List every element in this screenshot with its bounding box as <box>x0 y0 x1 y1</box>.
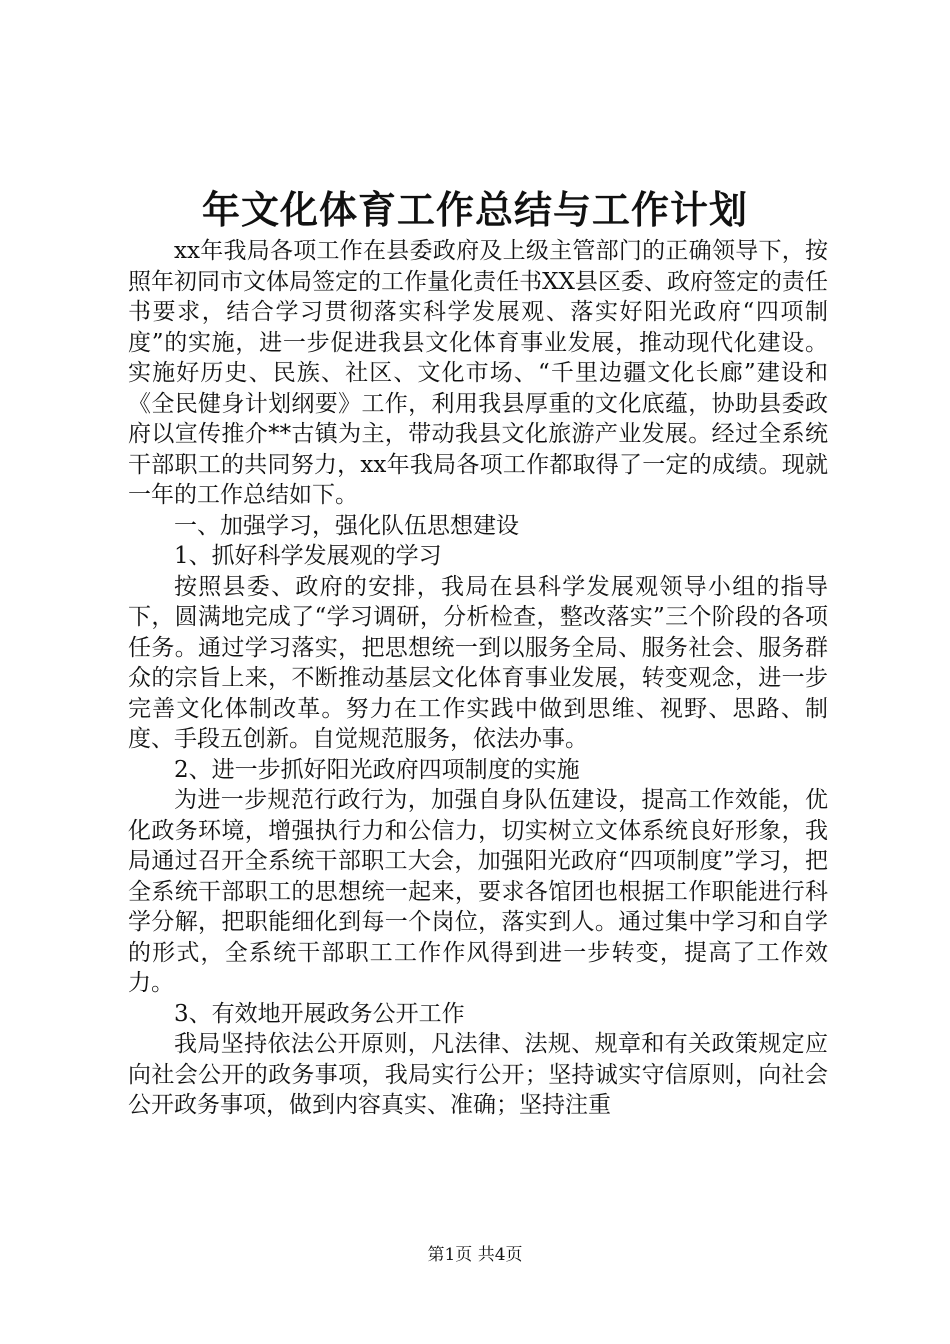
subsection-heading-1: 1、抓好科学发展观的学习 <box>174 543 442 569</box>
paragraph-intro: xx年我局各项工作在县委政府及上级主管部门的正确领导下，按照年初同市文体局签定的工作量化责任书XX县区委、政府签定的责任书要求，结合学习贯彻落实科学发展观、落实好阳光政府“四项制度”的实施，进一步促进我县文化体育事业发展，推动现代化建设。实施好历史、民族、社区、文化市场、“千里边疆文化长廊”建设和《全民健身计划纲要》工作，利用我县厚重的文化底蕴，协助县委政府以宣传推介**古镇为主，带动我县文化旅游产业发展。经过全系统干部职工的共同努力，xx年我局各项工作都取得了一定的成绩。现就一年的工作总结如下。 <box>128 238 828 508</box>
subsection-heading-2: 2、进一步抓好阳光政府四项制度的实施 <box>174 756 580 783</box>
page-footer: 第1页 共4页 <box>427 1245 523 1265</box>
paragraph-3: 我局坚持依法公开原则，凡法律、法规、规章和有关政策规定应向社会公开的政务事项，我局实行公开；坚持诚实守信原则，向社会公开政务事项，做到内容真实、准确；坚持注重 <box>128 1031 828 1118</box>
document-body <box>128 236 828 1121</box>
paragraph-2: 为进一步规范行政行为，加强自身队伍建设，提高工作效能，优化政务环境，增强执行力和公信力，切实树立文体系统良好形象，我局通过召开全系统干部职工大会，加强阳光政府“四项制度”学习，把全系统干部职工的思想统一起来，要求各馆团也根据工作职能进行科学分解，把职能细化到每一个岗位，落实到人。通过集中学习和自学的形式，全系统干部职工工作作风得到进一步转变，提高了工作效力。 <box>128 787 828 996</box>
subsection-heading-3: 3、有效地开展政务公开工作 <box>174 1000 465 1027</box>
paragraph-1: 按照县委、政府的安排，我局在县科学发展观领导小组的指导下，圆满地完成了“学习调研，分析检查，整改落实”三个阶段的各项任务。通过学习落实，把思想统一到以服务全局、服务社会、服务群众的宗旨上来，不断推动基层文化体育事业发展，转变观念，进一步完善文化体制改革。努力在工作实践中做到思维、视野、思路、制度、手段五创新。自觉规范服务，依法办事。 <box>128 573 828 752</box>
section-heading-1: 一、加强学习，强化队伍思想建设 <box>174 512 519 539</box>
document-title: 年文化体育工作总结与工作计划 <box>201 187 748 232</box>
